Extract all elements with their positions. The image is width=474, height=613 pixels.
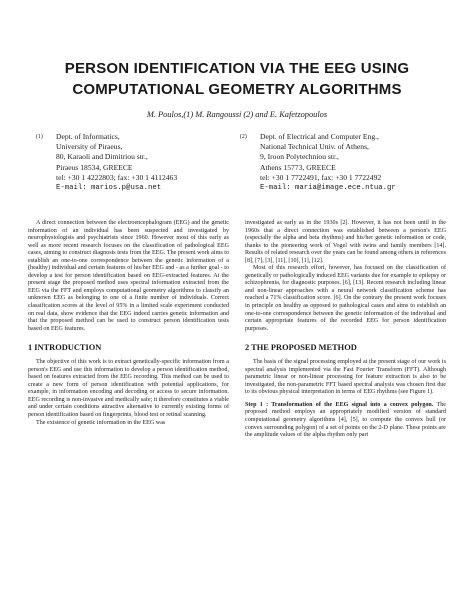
right-column (245, 220, 446, 440)
step-1-body: The proposed method employs an appropriately modified version of standard computational geometry algorithms [4], [5], to compute the convex hull (or convex surrounding polygon) of a set of points on the 2-D plane. These points are the amplitude values of the alpha rhythm only part (245, 401, 447, 439)
affiliation-2-line: National Technical Univ. of Athens, (260, 142, 369, 152)
step-1-heading: Step 1 : Transformation of the EEG signal into a convex polygon. (245, 401, 434, 408)
method-paragraph-1: The basis of the signal processing employed at the present stage of our work is spectral analysis implemented via the Fast Fourier Transform (FFT). Although parametric linear or non-linear processing for feature extraction is also to be investigated, the non-parametric FFT based spectral analysis was chosen first due to its obvious physical interpretation in terms of EEG rhythms (see Figure 1). (245, 359, 446, 396)
affiliation-1-line: Dept. of Informatics, (56, 132, 120, 141)
intro-paragraph-2: The existence of genetic information in the EEG was (36, 419, 166, 426)
section-2-heading: 2 THE PROPOSED METHOD (245, 343, 357, 353)
affiliation-1-mark: (1) (36, 134, 43, 140)
title-line-2: COMPUTATIONAL GEOMETRY ALGORITHMS (72, 81, 402, 98)
affiliation-2-email: E-mail: maria@image.ece.ntua.gr (260, 184, 396, 193)
affiliation-1-email: E-mail: marios.p@usa.net (56, 184, 162, 193)
affiliation-1-line: tel: +30 1 4222803; fax: +30 1 4112463 (56, 172, 178, 182)
left-column (28, 220, 229, 427)
affiliation-1-line: Piraeus 18534, GREECE (56, 162, 133, 172)
affiliation-1-line: University of Piraeus, (56, 142, 123, 152)
step-1-paragraph (245, 402, 446, 440)
affiliation-2-mark: (2) (240, 134, 247, 140)
author-list: M. Poulos,(1) M. Rangoussi (2) and E. Kafetzopoulos (146, 110, 328, 119)
abstract-text: A direct connection between the electroencephalogram (EEG) and the genetic information of an individual has been suspected and investigated by neurophysiologists and psychiatrists since 1960. However most of this early as well as more recent research focuses on the classification of pathological EEG cases, aiming to construct diagnosis tests from the EEG. The present work aims to establish an one-to-one correspondence between the genetic information of a (healthy) individual and certain features of his/her EEG and - as a further goal - to develop a test for person identification based on EEG-extracted features. At the present stage the proposed method uses spectral information extracted from the EEG via the FFT and employs computational geometry algorithms to classify an unknown EEG as belonging to one of a finite number of individuals. Correct classification scores at the level of 95% in a limited scale experiment conducted on real data, show evidence that the EEG indeed carries genetic information and that the proposed method can be used to construct person identification tests based on EEG features. (28, 220, 229, 332)
affiliation-2-line: tel: +30 1 7722491, fax: +30 1 7722492 (260, 172, 382, 182)
intro-paragraph-1: The objective of this work is to extract genetically-specific information from a person's EEG and use this information to develop a person identification method, based on features extracted from the EEG recording. This method can be used to create a new form of person identification with potential applications, for example, in information encoding and decoding or access to secure information. EEG recording is non-invasive and medically safe; it therefore constitutes a viable and under certain conditions attractive alternative to currently existing forms of person identification based on fingerprints, blood test or retinal scanning. (28, 359, 229, 419)
paper-title (20, 58, 454, 100)
affiliation-1-line: 80, Karaoli and Dimitriou str., (56, 152, 148, 162)
affiliation-2-line: Athens 15773, GREECE (260, 162, 336, 172)
title-line-1: PERSON IDENTIFICATION VIA THE EEG USING (64, 60, 410, 77)
history-paragraph-1: investigated as early as in the 1930s [2]. However, it has not been until in the 1960s that a direct connection was established between a person's EEG (especially the alpha and beta rhythms) and his/her genetic information or code, thanks to the pioneering work of Vogel with twins and family members [14]. Results of related research over the years can be found among others in references [8], [7], [3], [11], [10], [1], [12]. (245, 220, 446, 264)
affiliation-2-line: 9, Iroon Polytechniou str., (260, 152, 339, 162)
history-paragraph-2: Most of this research effort, however, has focused on the classification of genetically or pathologically induced EEG variants due for example to epilepsy or schizophrenia, for diagnostic purposes. [6], [13]. Recent research including linear and non-linear approaches with a neural network classification scheme has reached a 71% classification score. [6]. On the contrary the present work focuses in principle on healthy as opposed to pathological cases and aims to establish an one-to-one correspondence between the genetic information of the individual and certain appropriate features of the recorded EEG for person identification purposes. (245, 265, 446, 332)
section-1-heading: 1 INTRODUCTION (28, 343, 102, 353)
affiliation-2-line: Dept. of Electrical and Computer Eng., (260, 132, 379, 141)
